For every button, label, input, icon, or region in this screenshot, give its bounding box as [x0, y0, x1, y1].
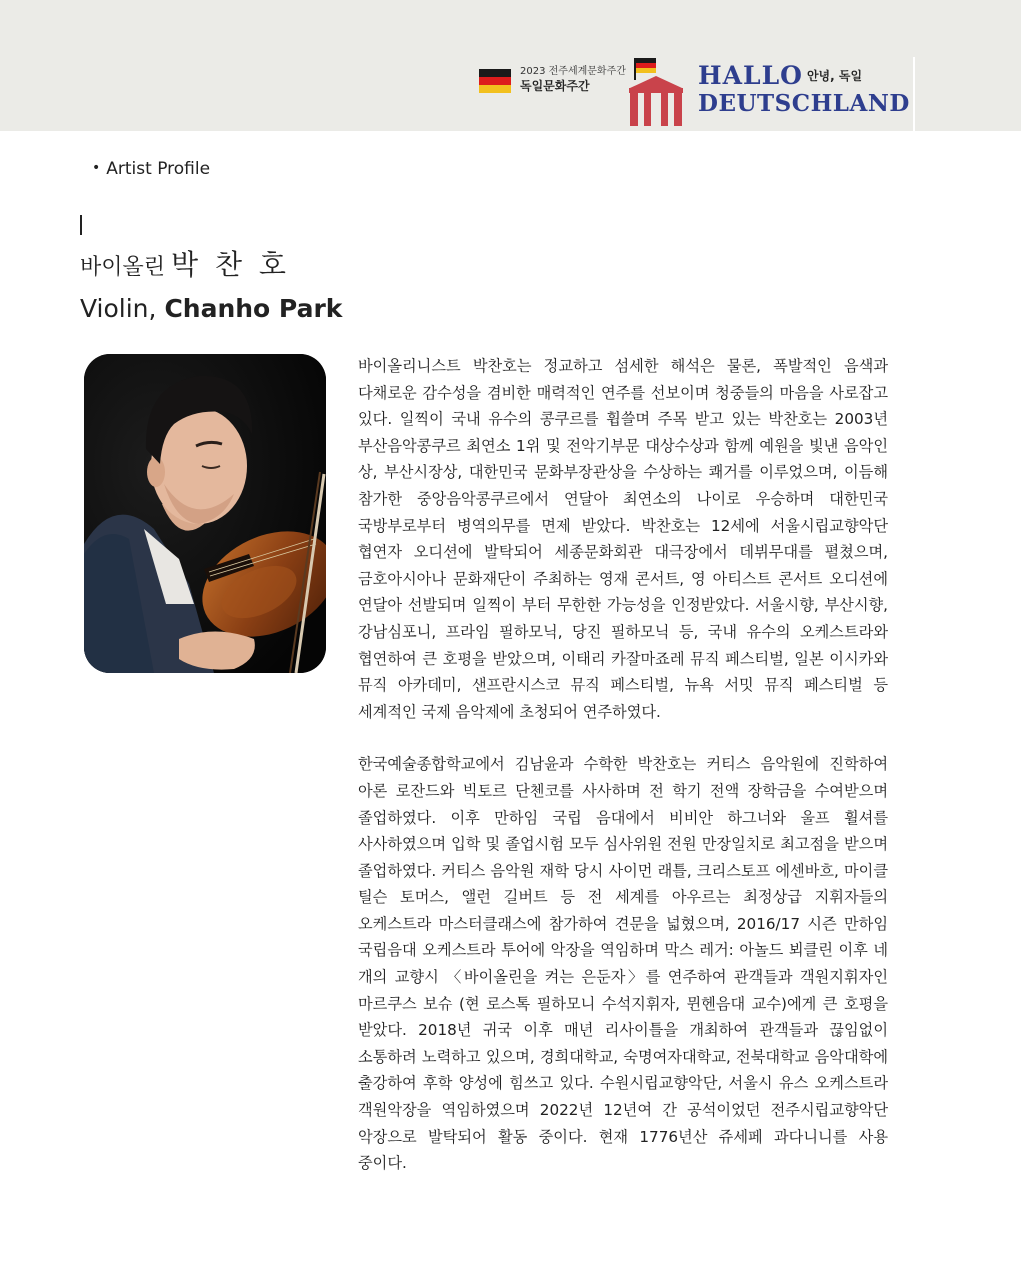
instrument-korean: 바이올린	[80, 255, 166, 280]
section-label	[92, 159, 210, 179]
brand-korean: 안녕, 독일	[806, 69, 863, 83]
brandenburg-gate-icon	[627, 58, 685, 126]
title-marker	[80, 215, 82, 235]
instrument-english: Violin,	[80, 294, 157, 323]
festival-header	[0, 0, 1021, 131]
german-flag-icon	[479, 69, 511, 93]
bio-paragraph-2: 한국예술종합학교에서 김남윤과 수학한 박찬호는 커티스 음악원에 진학하여 아론 로잔드와 빅토르 단첸코를 사사하며 전 학기 전액 장학금을 수여받으며 졸업하였다. 이후 만하임 국립 음대에서 비비안 하그너와 울프 휠셔를 사사하였으며 입학 및 졸업시험 모두 심사위원 전원 만장일치로 최고점을 받으며 졸업하였다. 커티스 음악원 재학 당시 사이먼 래틀, 크리스토프 에센바흐, 마이클 틸슨 토머스, 앨런 길버트 등 전 세계를 아우르는 최정상급 지휘자들의 오케스트라 마스터클래스에 참가하여 견문을 넓혔으며, 2016/17 시즌 만하임 국립음대 오케스트라 투어에 악장을 역임하며 막스 레거: 아놀드 뵈클린 이후 네 개의 교향시 〈바이올린을 켜는 은둔자〉를 연주하여 관객들과 객원지휘자인 마르쿠스 보슈 (현 로스톡 필하모니 수석지휘자, 뮌헨음대 교수)에게 큰 호평을 받았다. 2018년 귀국 이후 매년 리사이틀을 개최하여 관객들과 끊임없이 소통하려 노력하고 있으며, 경희대학교, 숙명여자대학교, 전북대학교 음악대학에 출강하여 후학 양성에 힘쓰고 있다. 수원시립교향악단, 서울시 유스 오케스트라 객원악장을 역임하였으며 2022년 12년여 간 공석이었던 전주시립교향악단 악장으로 발탁되어 활동 중이다. 현재 1776년산 쥬세페 과다니니를 사용 중이다.	[358, 755, 888, 1173]
brand-hallo: HALLO	[698, 61, 803, 90]
title-korean	[80, 243, 290, 283]
hallo-deutschland-logo	[698, 63, 910, 115]
festival-line2: 독일문화주간	[520, 78, 590, 93]
brand-deutschland: DEUTSCHLAND	[698, 90, 910, 117]
section-label-text: Artist Profile	[106, 159, 211, 179]
bullet-icon: •	[92, 160, 101, 176]
name-english: Chanho Park	[164, 294, 343, 323]
artist-biography	[358, 353, 888, 1177]
name-korean: 박 찬 호	[171, 248, 290, 281]
bio-paragraph-1: 바이올리니스트 박찬호는 정교하고 섬세한 해석은 물론, 폭발적인 음색과 다채로운 감수성을 겸비한 매력적인 연주를 선보이며 청중들의 마음을 사로잡고 있다. 일찍이 국내 유수의 콩쿠르를 휩쓸며 주목 받고 있는 박찬호는 2003년 부산음악콩쿠르 최연소 1위 및 전악기부문 대상수상과 함께 예원을 빛낸 음악인 상, 부산시장상, 대한민국 문화부장관상을 수상하는 쾌거를 이루었으며, 이듬해 참가한 중앙음악콩쿠르에서 연달아 최연소의 나이로 우승하며 대한민국 국방부로부터 병역의무를 면제 받았다. 박찬호는 12세에 서울시립교향악단 협연자 오디션에 발탁되어 세종문화회관 대극장에서 데뷔무대를 펼쳤으며, 금호아시아나 문화재단이 주최하는 영재 콘서트, 영 아티스트 콘서트 오디션에 연달아 선발되며 일찍이 부터 무한한 가능성을 인정받았다. 서울시향, 부산시향, 강남심포니, 프라임 필하모닉, 당진 필하모닉 등, 국내 유수의 오케스트라와 협연하여 큰 호평을 받았으며, 이태리 카잘마죠레 뮤직 페스티벌, 일본 이시카와 뮤직 아카데미, 샌프란시스코 뮤직 페스티벌, 뉴욕 서밋 뮤직 페스티벌 등 세계적인 국제 음악제에 초청되어 연주하였다.	[358, 357, 888, 721]
festival-title	[520, 66, 626, 94]
header-divider	[913, 57, 915, 131]
title-english	[80, 294, 342, 323]
artist-photo	[84, 354, 326, 673]
festival-line1: 2023 전주세계문화주간	[520, 66, 626, 77]
